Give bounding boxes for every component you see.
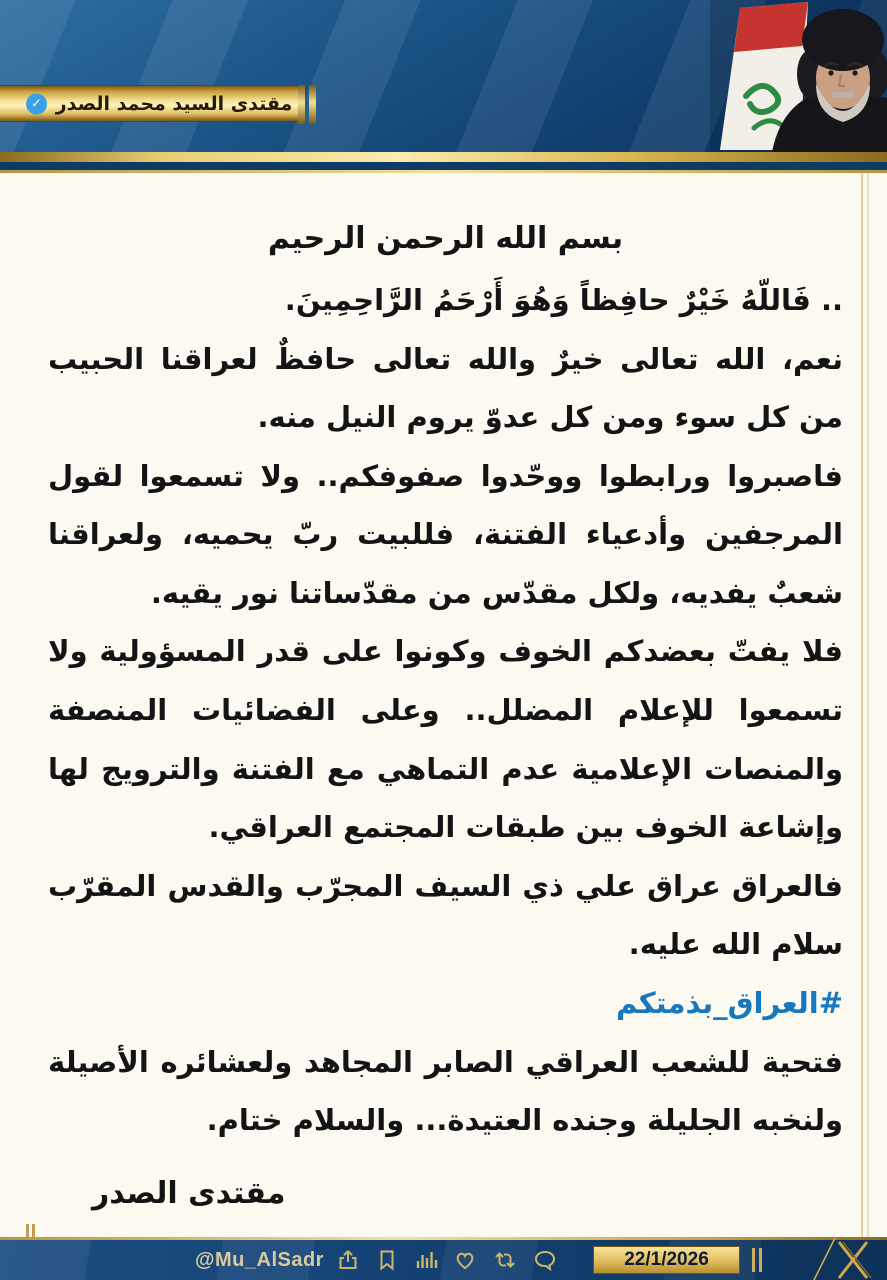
header-gold-band xyxy=(0,152,887,162)
x-logo xyxy=(805,1238,877,1280)
statement-paragraph: فاصبروا ورابطوا ووحّدوا صفوفكم.. ولا تسمعوا لقول المرجفين وأدعياء الفتنة، فللبيت ربّ يحميه، ولعراقنا شعبٌ يفديه، ولكل مقدّس من مقدّساتنا نور يقيه. xyxy=(48,458,843,610)
right-frame-line xyxy=(861,173,869,1240)
share-icon[interactable] xyxy=(336,1248,360,1272)
social-actions xyxy=(336,1240,557,1280)
stats-icon[interactable] xyxy=(414,1248,438,1272)
like-icon[interactable] xyxy=(453,1248,477,1272)
hashtag-link[interactable]: #العراق_بذمتكم xyxy=(616,985,843,1020)
retweet-icon[interactable] xyxy=(492,1248,518,1272)
ribbon-accent-bar xyxy=(298,85,305,124)
ribbon-accent-bar xyxy=(309,85,316,124)
closing-paragraph: فتحية للشعب العراقي الصابر المجاهد ولعشائره الأصيلة ولنخبه الجليلة وجنده العتيدة... والسلام ختام. xyxy=(48,1044,843,1138)
verified-badge-icon: ✓ xyxy=(26,93,47,114)
statement-paragraph: فالعراق عراق علي ذي السيف المجرّب والقدس المقرّب سلام الله عليه. xyxy=(48,868,843,962)
bookmark-icon[interactable] xyxy=(375,1248,399,1272)
bismillah-line: بسم الله الرحمن الرحيم xyxy=(267,221,624,256)
portrait-area xyxy=(710,0,887,152)
header-gold-line xyxy=(0,170,887,173)
statement-paragraph: فلا يفتّ بعضدكم الخوف وكونوا على قدر المسؤولية ولا تسمعوا للإعلام المضلل.. وعلى الفضائيات المنصفة والمنصات الإعلامية عدم التماهي مع الفتنة والترويج لها وإشاعة الخوف بين طبقات المجتمع العراقي. xyxy=(48,634,843,845)
name-ribbon xyxy=(0,85,302,122)
footer-bar xyxy=(0,1240,887,1280)
statement-paragraph: .. فَاللّهُ خَيْرٌ حافِظاً وَهُوَ أَرْحَمُ الرَّاحِمِينَ. xyxy=(284,283,843,317)
statement-paragraph: نعم، الله تعالى خيرٌ والله تعالى حافظٌ لعراقنا الحبيب من كل سوء ومن كل عدوّ يروم النيل منه. xyxy=(48,341,843,435)
comment-icon[interactable] xyxy=(533,1248,557,1272)
statement-body xyxy=(0,173,887,1240)
header-navy-band xyxy=(0,162,887,170)
date-text: 22/1/2026 xyxy=(624,1249,709,1270)
header-banner xyxy=(0,0,887,152)
account-name: مقتدى السيد محمد الصدر xyxy=(55,92,293,115)
account-handle[interactable]: @Mu_AlSadr xyxy=(195,1249,324,1271)
muqtada-portrait xyxy=(710,0,887,152)
signature: مقتدى الصدر xyxy=(92,1175,286,1211)
date-accent-bars xyxy=(752,1248,762,1272)
date-badge xyxy=(593,1246,740,1274)
